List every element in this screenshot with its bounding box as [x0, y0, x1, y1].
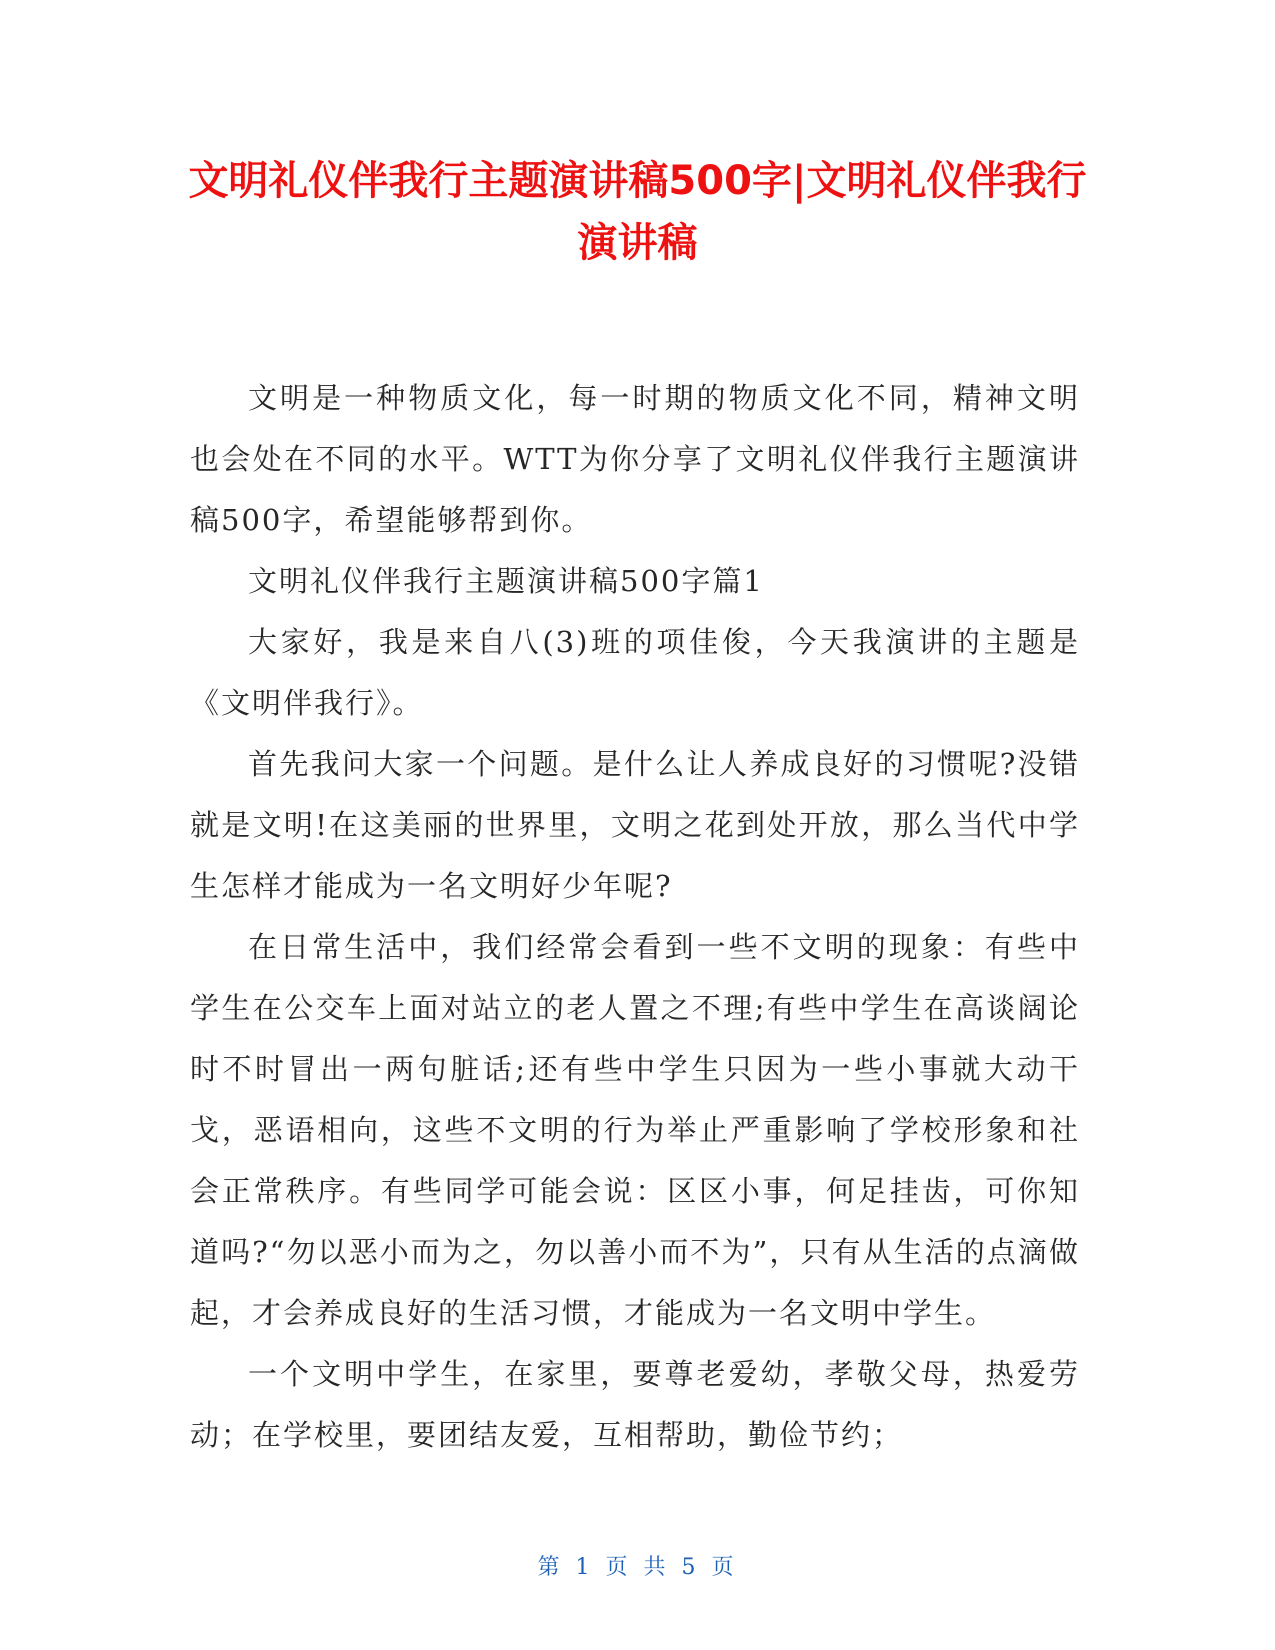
paragraph-section-heading: 文明礼仪伴我行主题演讲稿500字篇1 — [248, 564, 764, 598]
page-label: 第 — [537, 1555, 564, 1580]
paragraph-greeting: 大家好，我是来自八(3)班的项佳俊，今天我演讲的主题是《文明伴我行》。 — [190, 625, 1080, 720]
page-number: 1 — [575, 1555, 594, 1580]
paragraph-intro: 文明是一种物质文化，每一时期的物质文化不同，精神文明也会处在不同的水平。WTT为你分享了文明礼仪伴我行主题演讲稿500字，希望能够帮到你。 — [190, 381, 1080, 537]
paragraph-daily-life: 在日常生活中，我们经常会看到一些不文明的现象：有些中学生在公交车上面对站立的老人置之不理;有些中学生在高谈阔论时不时冒出一两句脏话;还有些中学生只因为一些小事就大动干戈，恶语相向，这些不文明的行为举止严重影响了学校形象和社会正常秩序。有些同学可能会说：区区小事，何足挂齿，可你知道吗?“勿以恶小而为之，勿以善小而不为”，只有从生活的点滴做起，才会养成良好的生活习惯，才能成为一名文明中学生。 — [190, 930, 1080, 1330]
page-unit: 页 — [605, 1555, 632, 1580]
page-footer — [0, 1550, 1275, 1581]
paragraph-civilized-student: 一个文明中学生，在家里，要尊老爱幼，孝敬父母，热爱劳动；在学校里，要团结友爱，互相帮助，勤俭节约； — [190, 1357, 1080, 1452]
document-title: 文明礼仪伴我行主题演讲稿500字|文明礼仪伴我行演讲稿 — [188, 158, 1087, 266]
total-unit: 页 — [711, 1555, 738, 1580]
total-label: 共 — [643, 1555, 670, 1580]
document-body — [190, 368, 1080, 1466]
paragraph-question: 首先我问大家一个问题。是什么让人养成良好的习惯呢?没错就是文明!在这美丽的世界里，文明之花到处开放，那么当代中学生怎样才能成为一名文明好少年呢? — [190, 747, 1080, 903]
total-pages: 5 — [681, 1555, 700, 1580]
